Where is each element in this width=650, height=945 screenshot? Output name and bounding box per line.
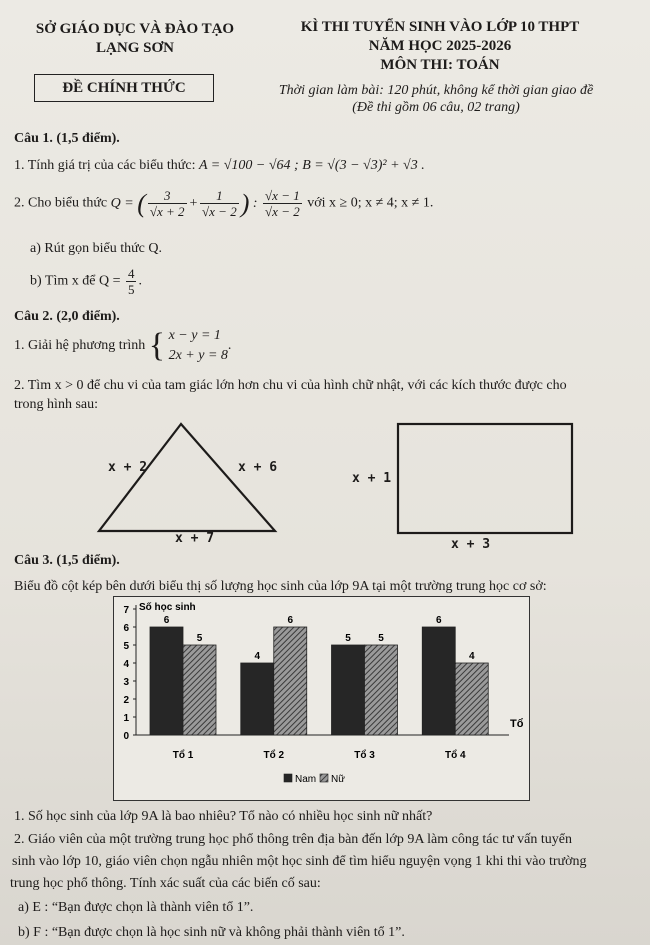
department-line-2: LẠNG SƠN: [96, 40, 174, 56]
y-tick-label: 6: [123, 623, 129, 634]
q3-part-2-line-1: 2. Giáo viên của một trường trung học phổ thông trên địa bàn đến lớp 9A làm công tác tư vấn tuyển: [14, 832, 572, 847]
q1-condition: với x ≥ 0; x ≠ 4; x ≠ 1.: [307, 195, 434, 211]
exam-line-1: KÌ THI TUYỂN SINH VÀO LỚP 10 THPT: [300, 19, 580, 35]
time-info: [236, 82, 636, 116]
bar-value-label: 6: [435, 615, 442, 626]
legend-swatch-nữ: [320, 774, 328, 782]
legend-label: Nữ: [331, 774, 345, 785]
q2-part-2-line-1: 2. Tìm x > 0 để chu vi của tam giác lớn hơn chu vi của hình chữ nhật, với các kích thước được cho: [14, 378, 567, 393]
bar-nam: [241, 663, 274, 735]
q-expr: Q = ( $\frac{3}{√x + 2}$ + $\frac{1}{√x - 2}$ ) : $\frac{√x - 1}{√x - 2}$: [110, 188, 300, 219]
y-tick-label: 2: [123, 695, 129, 706]
q2-part-1-text: 1. Giải hệ phương trình: [14, 338, 149, 353]
bar-value-label: 5: [345, 633, 351, 644]
bar-value-label: 6: [287, 615, 294, 626]
exam-line-2: NĂM HỌC 2025-2026: [368, 38, 512, 54]
category-label: Tổ 2: [263, 750, 285, 761]
y-tick-label: 7: [123, 605, 129, 616]
bar-value-label: 4: [468, 651, 475, 662]
y-tick-label: 5: [123, 641, 129, 652]
bar-value-label: 5: [378, 633, 384, 644]
equation-1: x − y = 1: [168, 328, 221, 343]
official-exam-box: ĐỀ CHÍNH THỨC: [34, 74, 214, 102]
exam-header: [250, 18, 630, 75]
equation-2: 2x + y = 8: [168, 348, 228, 363]
bar-nữ: [274, 627, 307, 735]
y-tick-label: 1: [123, 713, 129, 724]
y-axis-label: Số học sinh: [139, 602, 196, 613]
q3-part-2-line-3: trung học phổ thông. Tính xác suất của các biến cố sau:: [10, 876, 321, 891]
triangle: [99, 424, 278, 531]
q1-part-2b: b) Tìm x để Q = $\frac{4}{5}$ .: [30, 266, 142, 297]
y-tick-label: 0: [123, 731, 129, 742]
triangle-bottom-label: x + 7: [175, 531, 215, 546]
q2-part-2-line-2: trong hình sau:: [14, 397, 98, 412]
q1-part-1: [14, 157, 425, 175]
rectangle: [398, 424, 572, 533]
triangle-left-label: x + 2: [108, 460, 148, 475]
geometry-figures: [0, 410, 650, 555]
q1-frac-num: 4: [127, 266, 135, 281]
category-label: Tổ 3: [354, 750, 375, 761]
q2-part-1: 1. Giải hệ phương trình { x − y = 1 2x + y = 8 .: [14, 327, 232, 364]
bar-value-label: 4: [254, 651, 261, 662]
q1-part-2: [14, 188, 433, 232]
exam-line-3: MÔN THI: TOÁN: [380, 57, 500, 73]
bar-value-label: 6: [163, 615, 170, 626]
q1-part-1-text: 1. Tính giá trị của các biểu thức:: [14, 158, 199, 173]
question-2-title: Câu 2. (2,0 điểm).: [14, 309, 120, 324]
q3-part-1: 1. Số học sinh của lớp 9A là bao nhiêu? Tổ nào có nhiều học sinh nữ nhất?: [14, 809, 433, 824]
q1-expr-a: A = √100 − √64 ;: [199, 158, 303, 173]
q1-expr-b: B = √(3 − √3)² + √3 .: [302, 158, 425, 173]
triangle-right-label: x + 6: [238, 460, 278, 475]
bar-value-label: 5: [196, 633, 203, 644]
department-line-1: SỞ GIÁO DỤC VÀ ĐÀO TẠO: [35, 21, 235, 37]
q1-frac-den: 5: [127, 282, 135, 297]
x-axis-label: Tổ: [510, 718, 524, 730]
category-label: Tổ 4: [444, 750, 466, 761]
chart-frame: [113, 596, 530, 801]
rectangle-left-label: x + 1: [352, 471, 392, 486]
bar-nữ: [455, 663, 488, 735]
department-header: [20, 20, 250, 58]
bar-nam: [422, 627, 455, 735]
y-tick-label: 4: [123, 659, 129, 670]
question-1-title: Câu 1. (1,5 điểm).: [14, 131, 120, 146]
bar-nam: [150, 627, 183, 735]
bar-nữ: [183, 645, 216, 735]
category-label: Tổ 1: [172, 750, 194, 761]
q1-part-2b-text: b) Tìm x để Q =: [30, 273, 124, 289]
time-line-2: (Đề thi gồm 06 câu, 02 trang): [352, 100, 520, 115]
q3-part-2-line-2: sinh vào lớp 10, giáo viên chọn ngẫu nhiên một học sinh để tìm hiểu nguyện vọng 1 khi thi vào trường: [12, 854, 587, 869]
bar-nữ: [365, 645, 398, 735]
q3-intro: Biểu đồ cột kép bên dưới biểu thị số lượng học sinh của lớp 9A tại một trường trung học cơ sở:: [14, 579, 547, 594]
time-line-1: Thời gian làm bài: 120 phút, không kể thời gian giao đề: [278, 83, 594, 98]
q1-part-2-text: 2. Cho biểu thức: [14, 195, 111, 211]
q3-part-2b: b) F : “Bạn được chọn là học sinh nữ và không phải thành viên tổ 1”.: [18, 925, 405, 940]
double-bar-chart: [114, 597, 529, 800]
legend-swatch-nam: [284, 774, 292, 782]
legend-label: Nam: [295, 774, 317, 785]
q3-part-2a: a) E : “Bạn được chọn là thành viên tổ 1”.: [18, 900, 254, 915]
rectangle-bottom-label: x + 3: [451, 537, 491, 552]
y-tick-label: 3: [123, 677, 129, 688]
bar-nam: [332, 645, 365, 735]
question-3-title: Câu 3. (1,5 điểm).: [14, 553, 120, 568]
q1-part-2a: a) Rút gọn biểu thức Q.: [30, 241, 163, 256]
